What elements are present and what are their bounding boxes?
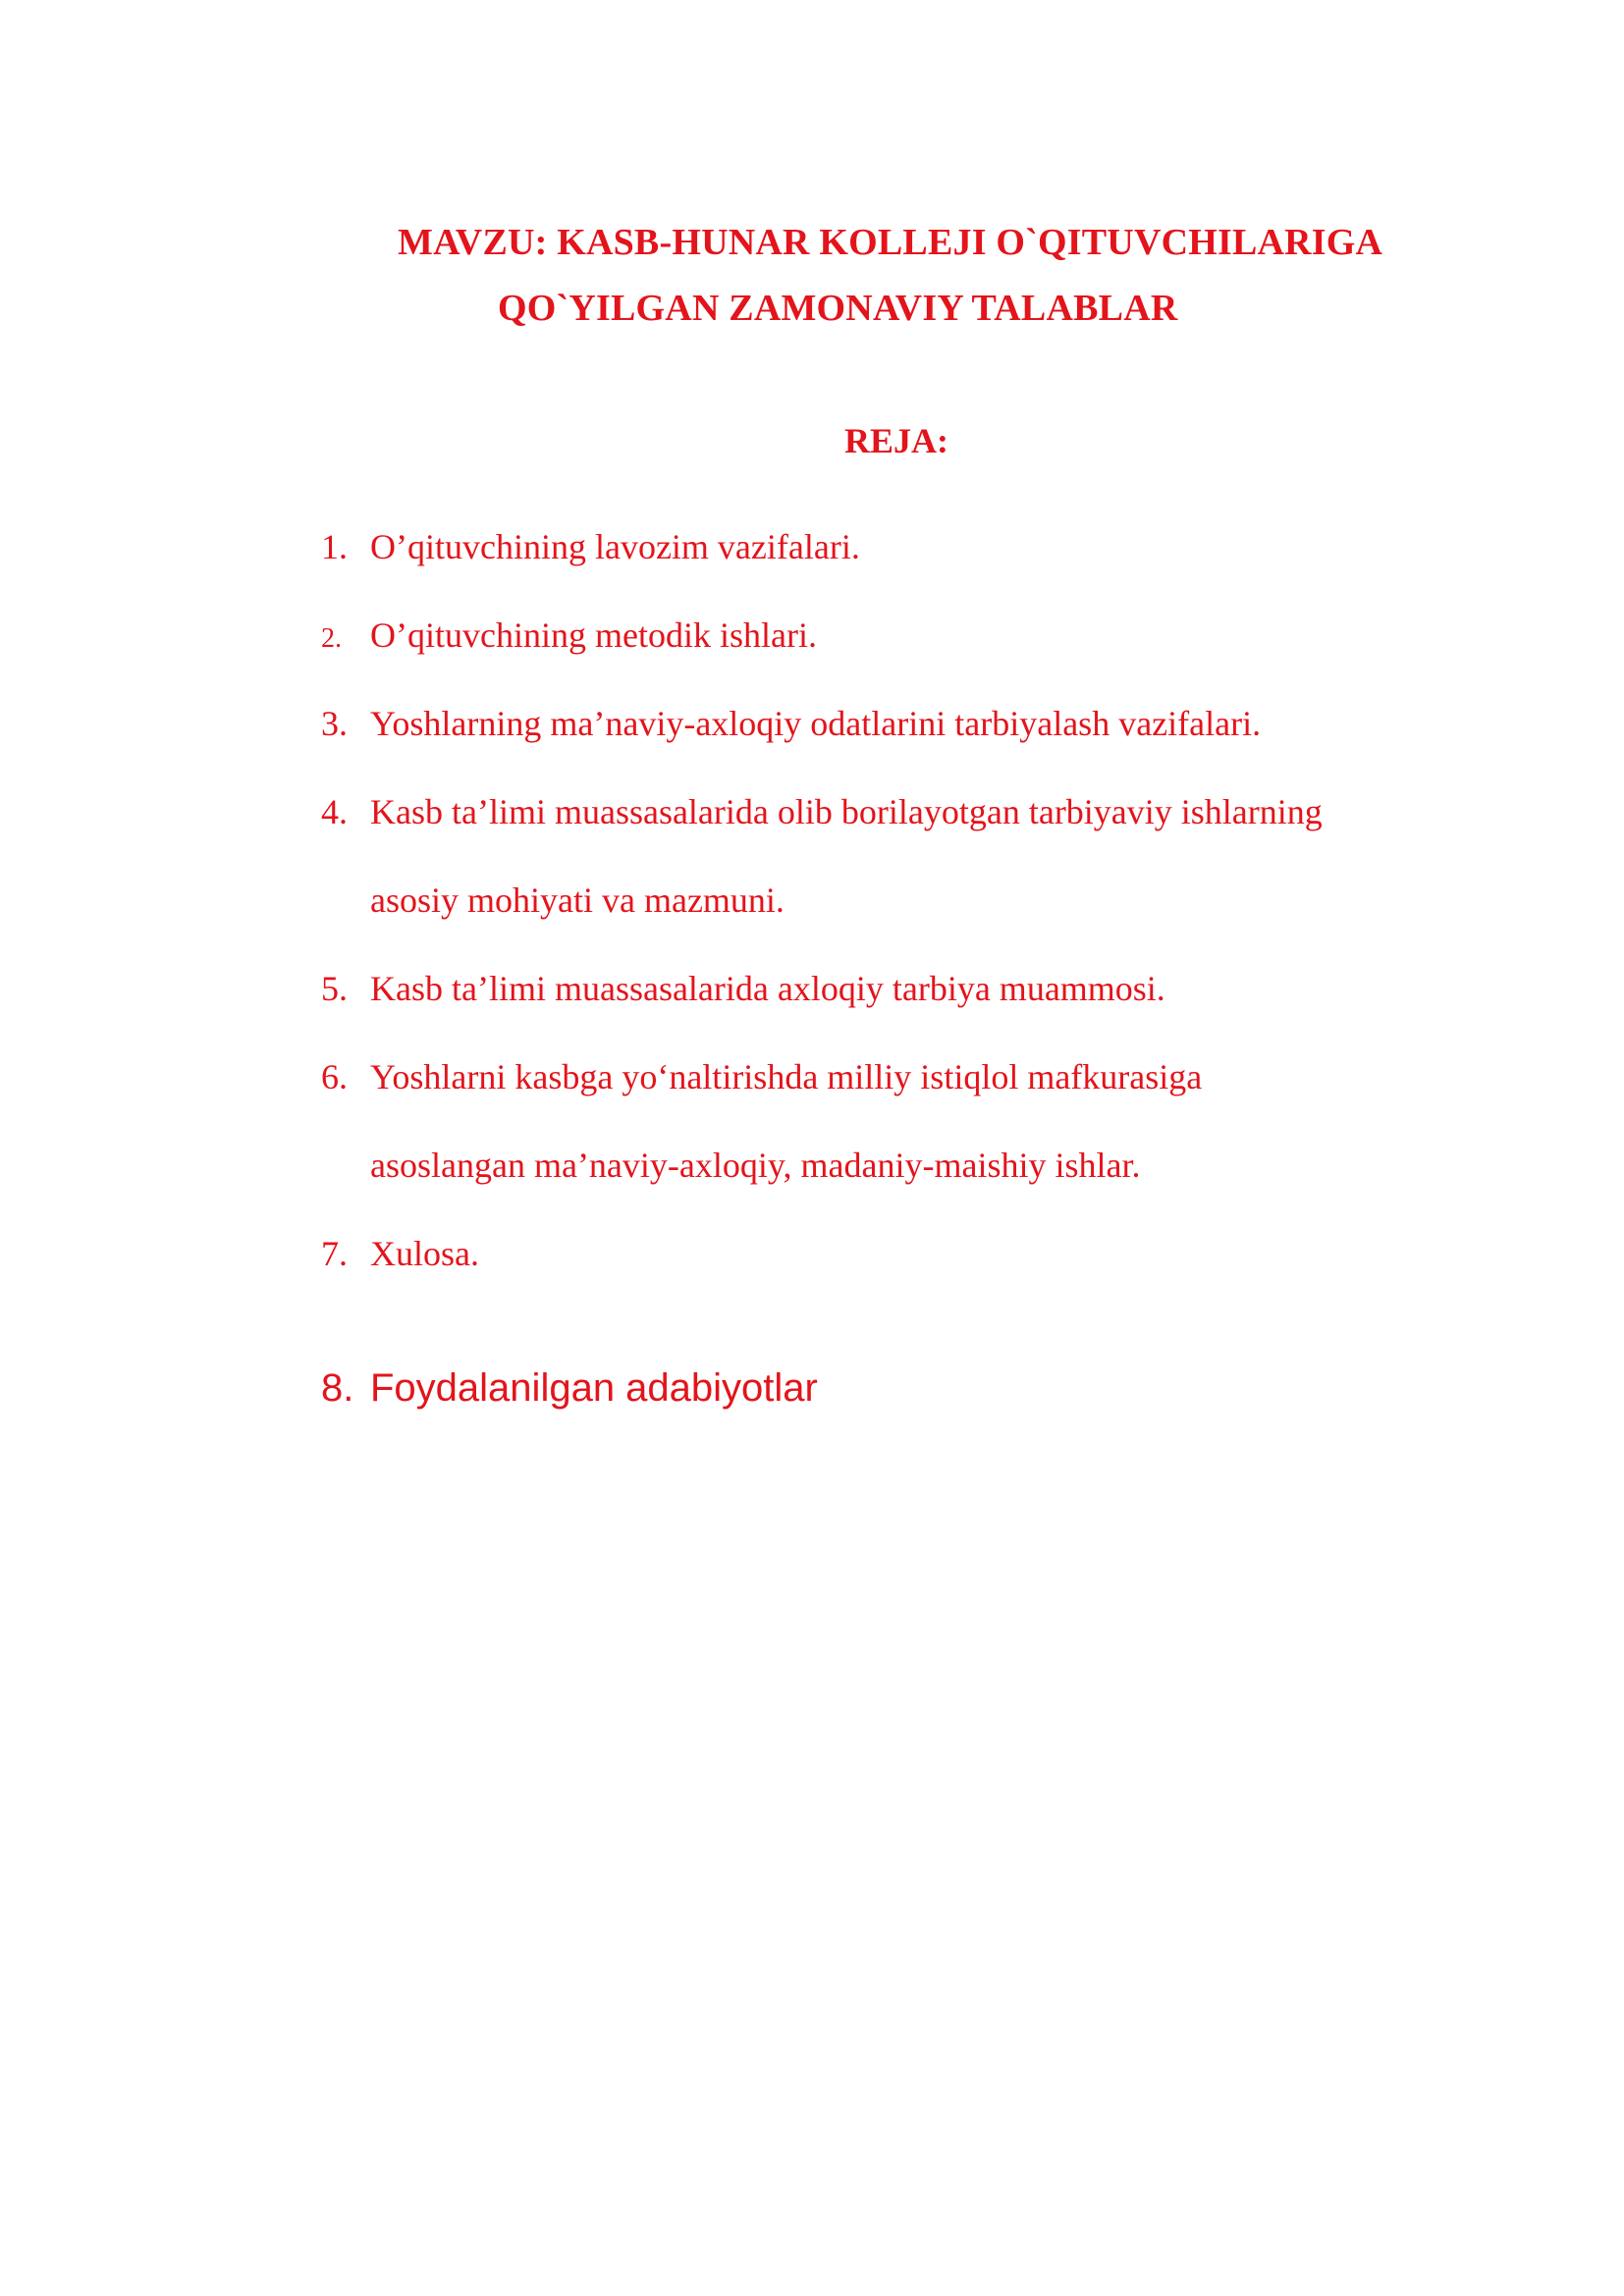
- list-item-text: Yoshlarning ma’naviy-axloqiy odatlarini tarbiyalash vazifalari.: [370, 704, 1262, 743]
- list-item-text: Foydalanilgan adabiyotlar: [370, 1366, 818, 1410]
- list-item-number: 8.: [321, 1366, 354, 1410]
- plan-heading: REJA:: [844, 421, 948, 460]
- list-item: [0, 614, 1624, 657]
- list-item-number: 4.: [321, 792, 348, 831]
- list-item: [0, 1232, 1624, 1275]
- list-item: [0, 525, 1624, 568]
- list-item: [0, 1364, 1624, 1412]
- list-item: [0, 702, 1624, 745]
- list-item-number: 1.: [321, 527, 348, 566]
- list-item-text: Yoshlarni kasbga yo‘naltirishda milliy istiqlol mafkurasiga: [370, 1057, 1203, 1096]
- list-item-number: 6.: [321, 1057, 348, 1096]
- list-item-text: O’qituvchining metodik ishlari.: [370, 615, 817, 655]
- list-item: [0, 967, 1624, 1010]
- document-title-line-1: MAVZU: KASB-HUNAR KOLLEJI O`QITUVCHILARIGA: [398, 222, 1383, 263]
- list-item-text: O’qituvchining lavozim vazifalari.: [370, 527, 860, 566]
- list-item: [0, 1055, 1624, 1098]
- list-item: [0, 790, 1624, 833]
- list-item-number: 2.: [321, 623, 342, 654]
- list-item-continuation: asosiy mohiyati va mazmuni.: [370, 881, 785, 920]
- list-item-text: Xulosa.: [370, 1234, 479, 1273]
- list-item-text: Kasb ta’limi muassasalarida olib borilayotgan tarbiyaviy ishlarning: [370, 792, 1323, 831]
- document-title-line-2: QO`YILGAN ZAMONAVIY TALABLAR: [498, 288, 1178, 329]
- list-item-number: 5.: [321, 969, 348, 1008]
- list-item-text: Kasb ta’limi muassasalarida axloqiy tarbiya muammosi.: [370, 969, 1165, 1008]
- list-item-continuation: asoslangan ma’naviy-axloqiy, madaniy-maishiy ishlar.: [370, 1146, 1141, 1185]
- list-item-number: 3.: [321, 704, 348, 743]
- list-item-number: 7.: [321, 1234, 348, 1273]
